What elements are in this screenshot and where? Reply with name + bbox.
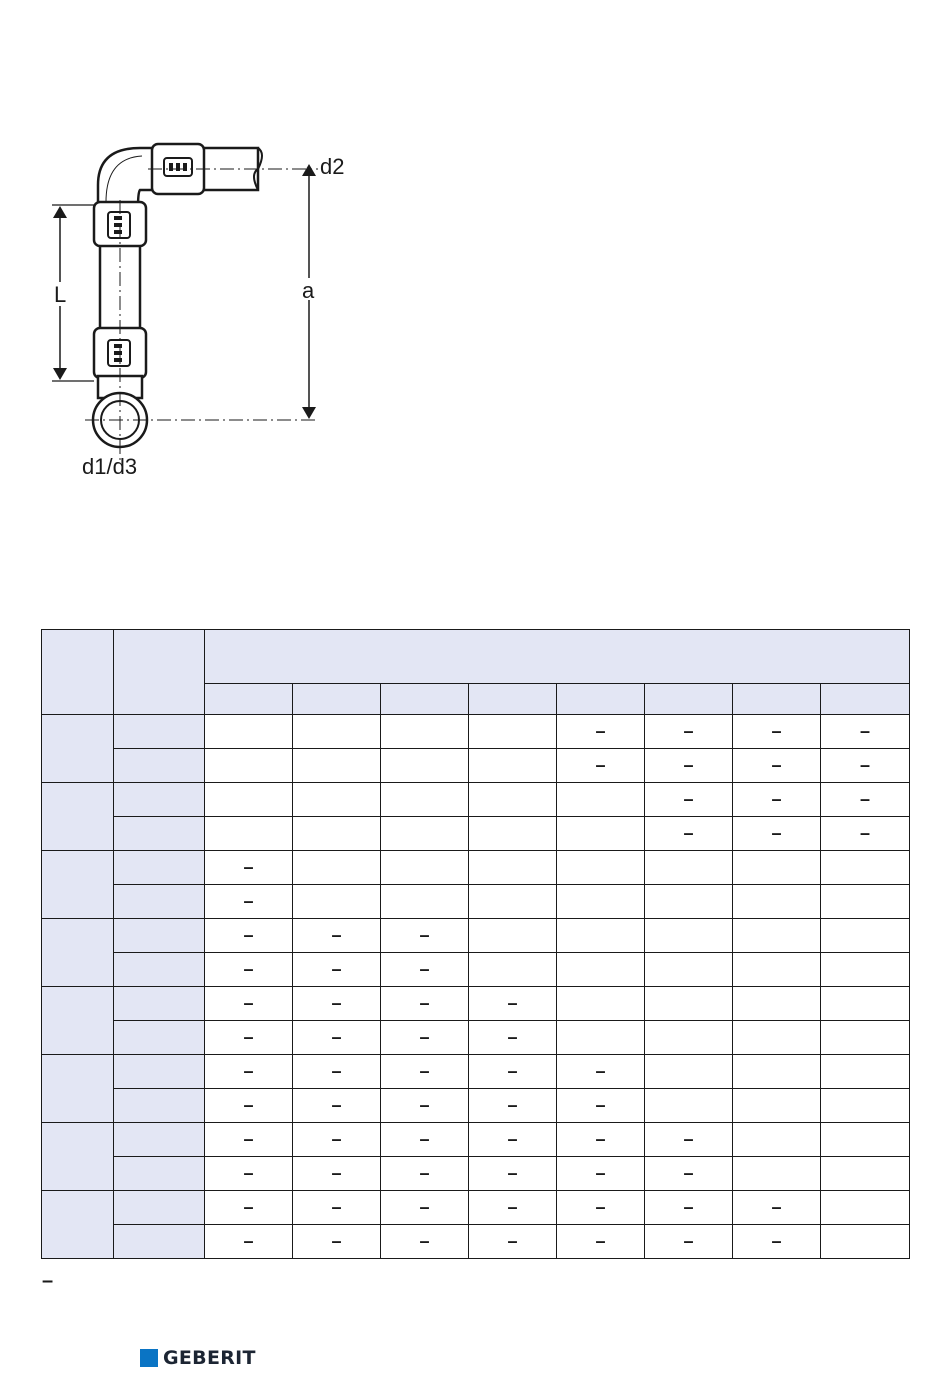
table-cell <box>733 715 821 749</box>
brand-name: GEBERIT <box>163 1347 256 1369</box>
table-cell <box>469 953 557 987</box>
column-header <box>205 684 293 715</box>
row-sub-cell <box>114 1123 205 1157</box>
table-cell <box>821 817 910 851</box>
table-cell <box>205 919 293 953</box>
cell-value: – <box>419 1197 430 1217</box>
cell-value: – <box>507 1231 518 1251</box>
table-cell <box>821 885 910 919</box>
row-group-cell <box>42 1055 114 1123</box>
table-cell <box>293 1225 381 1259</box>
table-cell <box>821 1089 910 1123</box>
table-cell <box>293 953 381 987</box>
cell-value: – <box>419 1095 430 1115</box>
table-cell <box>205 1089 293 1123</box>
table-cell <box>205 715 293 749</box>
table-cell <box>821 1123 910 1157</box>
cell-value: – <box>243 993 254 1013</box>
row-sub-cell <box>114 919 205 953</box>
table-cell <box>293 1055 381 1089</box>
column-header <box>293 684 381 715</box>
cell-value: – <box>243 1197 254 1217</box>
table-cell <box>469 1021 557 1055</box>
table-cell <box>469 817 557 851</box>
table-cell <box>557 1055 645 1089</box>
table-cell <box>821 919 910 953</box>
row-group-cell <box>42 1191 114 1259</box>
table-cell <box>557 1225 645 1259</box>
row-sub-cell <box>114 749 205 783</box>
table-cell <box>645 851 733 885</box>
label-d2: d2 <box>320 154 345 179</box>
table-cell <box>645 885 733 919</box>
cell-value: – <box>771 823 782 843</box>
brand-square-icon <box>140 1349 158 1367</box>
table-cell <box>557 715 645 749</box>
cell-value: – <box>419 959 430 979</box>
center-lines <box>85 169 318 460</box>
label-L: L <box>54 282 67 307</box>
table-row <box>42 817 910 851</box>
table-cell <box>469 1089 557 1123</box>
table-cell <box>733 1191 821 1225</box>
table-body <box>42 715 910 1259</box>
table-cell <box>469 851 557 885</box>
table-cell <box>733 851 821 885</box>
row-group-cell <box>42 715 114 783</box>
cell-value: – <box>859 755 870 775</box>
table-cell <box>733 987 821 1021</box>
label-a: a <box>302 278 315 303</box>
cell-value: – <box>331 1163 342 1183</box>
table-cell <box>381 1089 469 1123</box>
table-cell <box>733 749 821 783</box>
table-cell <box>821 1191 910 1225</box>
table-cell <box>557 783 645 817</box>
row-sub-cell <box>114 783 205 817</box>
table-row <box>42 1055 910 1089</box>
table-cell <box>557 919 645 953</box>
table-cell <box>557 1157 645 1191</box>
table-cell <box>381 749 469 783</box>
cell-value: – <box>419 1129 430 1149</box>
row-sub-cell <box>114 1089 205 1123</box>
cell-value: – <box>243 891 254 911</box>
header-main <box>205 630 910 684</box>
table-cell <box>293 715 381 749</box>
table-cell <box>733 1055 821 1089</box>
table-cell <box>821 1055 910 1089</box>
cell-value: – <box>771 755 782 775</box>
brand-logo <box>140 1347 256 1369</box>
table-cell <box>645 1191 733 1225</box>
column-header <box>557 684 645 715</box>
cell-value: – <box>243 1027 254 1047</box>
cell-value: – <box>419 1027 430 1047</box>
cell-value: – <box>595 1095 606 1115</box>
cell-value: – <box>331 1027 342 1047</box>
table-header <box>42 630 910 715</box>
table-cell <box>469 1225 557 1259</box>
cell-value: – <box>419 1163 430 1183</box>
table-row <box>42 1021 910 1055</box>
row-group-cell <box>42 1123 114 1191</box>
cell-value: – <box>243 959 254 979</box>
cell-value: – <box>595 755 606 775</box>
table-row <box>42 919 910 953</box>
legend-symbol: – <box>42 1270 54 1292</box>
cell-value: – <box>331 1095 342 1115</box>
cell-value: – <box>683 1129 694 1149</box>
table-row <box>42 1157 910 1191</box>
table-cell <box>293 1021 381 1055</box>
table-cell <box>645 715 733 749</box>
table-cell <box>733 1123 821 1157</box>
table-cell <box>557 851 645 885</box>
cell-value: – <box>683 1163 694 1183</box>
table-cell <box>381 953 469 987</box>
cell-value: – <box>771 1197 782 1217</box>
cell-value: – <box>859 823 870 843</box>
table-cell <box>733 953 821 987</box>
table-row <box>42 1089 910 1123</box>
table-cell <box>381 885 469 919</box>
table-cell <box>821 1225 910 1259</box>
cell-value: – <box>595 1231 606 1251</box>
cell-value: – <box>331 1129 342 1149</box>
label-d1-d3: d1/d3 <box>82 454 138 479</box>
table-cell <box>293 783 381 817</box>
cell-value: – <box>243 925 254 945</box>
table-cell <box>205 783 293 817</box>
cell-value: – <box>683 1231 694 1251</box>
table-cell <box>821 953 910 987</box>
column-header <box>381 684 469 715</box>
table-cell <box>821 1157 910 1191</box>
row-sub-cell <box>114 885 205 919</box>
table-cell <box>205 1021 293 1055</box>
cell-value: – <box>507 1197 518 1217</box>
table-cell <box>645 919 733 953</box>
cell-value: – <box>683 1197 694 1217</box>
cell-value: – <box>331 1231 342 1251</box>
cell-value: – <box>243 1061 254 1081</box>
cell-value: – <box>331 959 342 979</box>
row-group-cell <box>42 987 114 1055</box>
table-cell <box>469 1191 557 1225</box>
table-cell <box>733 1089 821 1123</box>
cell-value: – <box>331 993 342 1013</box>
cell-value: – <box>243 857 254 877</box>
table-cell <box>293 749 381 783</box>
cell-value: – <box>419 1061 430 1081</box>
row-sub-cell <box>114 851 205 885</box>
table-cell <box>381 1021 469 1055</box>
table-cell <box>469 749 557 783</box>
table-cell <box>381 919 469 953</box>
table-cell <box>469 783 557 817</box>
column-header <box>821 684 910 715</box>
table-cell <box>205 1123 293 1157</box>
table-cell <box>557 953 645 987</box>
row-sub-cell <box>114 953 205 987</box>
table-cell <box>469 1055 557 1089</box>
table-cell <box>381 1191 469 1225</box>
table-cell <box>733 1021 821 1055</box>
table-cell <box>469 1123 557 1157</box>
row-sub-cell <box>114 1021 205 1055</box>
cell-value: – <box>419 1231 430 1251</box>
table-cell <box>733 817 821 851</box>
cell-value: – <box>243 1231 254 1251</box>
cell-value: – <box>595 1129 606 1149</box>
header-group-column <box>42 630 114 715</box>
table-cell <box>645 1021 733 1055</box>
elbow-assembly-diagram <box>40 130 370 490</box>
table-cell <box>557 817 645 851</box>
row-sub-cell <box>114 1225 205 1259</box>
table-cell <box>381 1055 469 1089</box>
cell-value: – <box>595 1061 606 1081</box>
cell-value: – <box>771 721 782 741</box>
column-header <box>469 684 557 715</box>
table-cell <box>557 1123 645 1157</box>
table-cell <box>293 1089 381 1123</box>
table-cell <box>293 1123 381 1157</box>
table-cell <box>381 715 469 749</box>
cell-value: – <box>419 993 430 1013</box>
table-row <box>42 1123 910 1157</box>
table-cell <box>469 1157 557 1191</box>
table-cell <box>205 1055 293 1089</box>
table-cell <box>733 919 821 953</box>
table-cell <box>293 851 381 885</box>
table-cell <box>821 987 910 1021</box>
table-cell <box>645 1157 733 1191</box>
table-cell <box>381 1123 469 1157</box>
cell-value: – <box>595 721 606 741</box>
table-cell <box>205 953 293 987</box>
cell-value: – <box>507 1027 518 1047</box>
table-cell <box>205 885 293 919</box>
table-cell <box>293 817 381 851</box>
table-row <box>42 715 910 749</box>
table-row <box>42 851 910 885</box>
table-cell <box>205 1157 293 1191</box>
cell-value: – <box>243 1129 254 1149</box>
table-cell <box>645 749 733 783</box>
table-cell <box>557 1021 645 1055</box>
table-cell <box>821 851 910 885</box>
table-cell <box>645 817 733 851</box>
cell-value: – <box>331 1061 342 1081</box>
elbow <box>98 148 158 208</box>
table-cell <box>293 1191 381 1225</box>
table-cell <box>293 1157 381 1191</box>
table-cell <box>821 783 910 817</box>
table-cell <box>205 1225 293 1259</box>
table-cell <box>557 1191 645 1225</box>
cell-value: – <box>683 721 694 741</box>
table-cell <box>557 1089 645 1123</box>
row-sub-cell <box>114 715 205 749</box>
table-cell <box>733 1225 821 1259</box>
fitting-drawing <box>40 130 370 490</box>
table-row <box>42 953 910 987</box>
cell-value: – <box>859 721 870 741</box>
cell-value: – <box>595 1197 606 1217</box>
table-cell <box>469 715 557 749</box>
cell-value: – <box>859 789 870 809</box>
cell-value: – <box>683 823 694 843</box>
table-cell <box>293 885 381 919</box>
table-cell <box>381 851 469 885</box>
table-cell <box>293 919 381 953</box>
row-group-cell <box>42 919 114 987</box>
cell-value: – <box>507 1095 518 1115</box>
cell-value: – <box>771 1231 782 1251</box>
table-row <box>42 1191 910 1225</box>
cell-value: – <box>683 755 694 775</box>
row-sub-cell <box>114 987 205 1021</box>
table-cell <box>205 851 293 885</box>
cell-value: – <box>507 1129 518 1149</box>
table-cell <box>557 749 645 783</box>
table-cell <box>645 953 733 987</box>
row-sub-cell <box>114 1055 205 1089</box>
row-sub-cell <box>114 1157 205 1191</box>
table-cell <box>205 1191 293 1225</box>
cell-value: – <box>331 1197 342 1217</box>
table-cell <box>293 987 381 1021</box>
table-row <box>42 783 910 817</box>
dimension-table-container <box>41 629 909 1259</box>
column-header <box>645 684 733 715</box>
table-cell <box>645 1225 733 1259</box>
table-cell <box>469 987 557 1021</box>
cell-value: – <box>507 1163 518 1183</box>
table-cell <box>381 1225 469 1259</box>
table-cell <box>381 987 469 1021</box>
table-cell <box>821 715 910 749</box>
table-cell <box>645 1055 733 1089</box>
cell-value: – <box>507 993 518 1013</box>
table-cell <box>205 749 293 783</box>
table-row <box>42 987 910 1021</box>
row-sub-cell <box>114 817 205 851</box>
table-cell <box>205 817 293 851</box>
table-cell <box>645 987 733 1021</box>
cell-value: – <box>419 925 430 945</box>
cell-value: – <box>243 1095 254 1115</box>
table-cell <box>205 987 293 1021</box>
dimension-table <box>41 629 910 1259</box>
row-group-cell <box>42 851 114 919</box>
table-cell <box>381 1157 469 1191</box>
cell-value: – <box>595 1163 606 1183</box>
cell-value: – <box>683 789 694 809</box>
table-cell <box>821 749 910 783</box>
table-cell <box>733 885 821 919</box>
cell-value: – <box>243 1163 254 1183</box>
table-cell <box>557 987 645 1021</box>
table-cell <box>645 1089 733 1123</box>
cell-value: – <box>771 789 782 809</box>
table-cell <box>733 783 821 817</box>
table-cell <box>645 783 733 817</box>
header-sub-column <box>114 630 205 715</box>
table-cell <box>733 1157 821 1191</box>
table-row <box>42 749 910 783</box>
table-row <box>42 1225 910 1259</box>
column-header <box>733 684 821 715</box>
table-cell <box>469 919 557 953</box>
table-cell <box>645 1123 733 1157</box>
table-cell <box>381 817 469 851</box>
table-cell <box>557 885 645 919</box>
table-cell <box>381 783 469 817</box>
cell-value: – <box>331 925 342 945</box>
row-group-cell <box>42 783 114 851</box>
table-cell <box>469 885 557 919</box>
cell-value: – <box>507 1061 518 1081</box>
table-cell <box>821 1021 910 1055</box>
table-row <box>42 885 910 919</box>
row-sub-cell <box>114 1191 205 1225</box>
